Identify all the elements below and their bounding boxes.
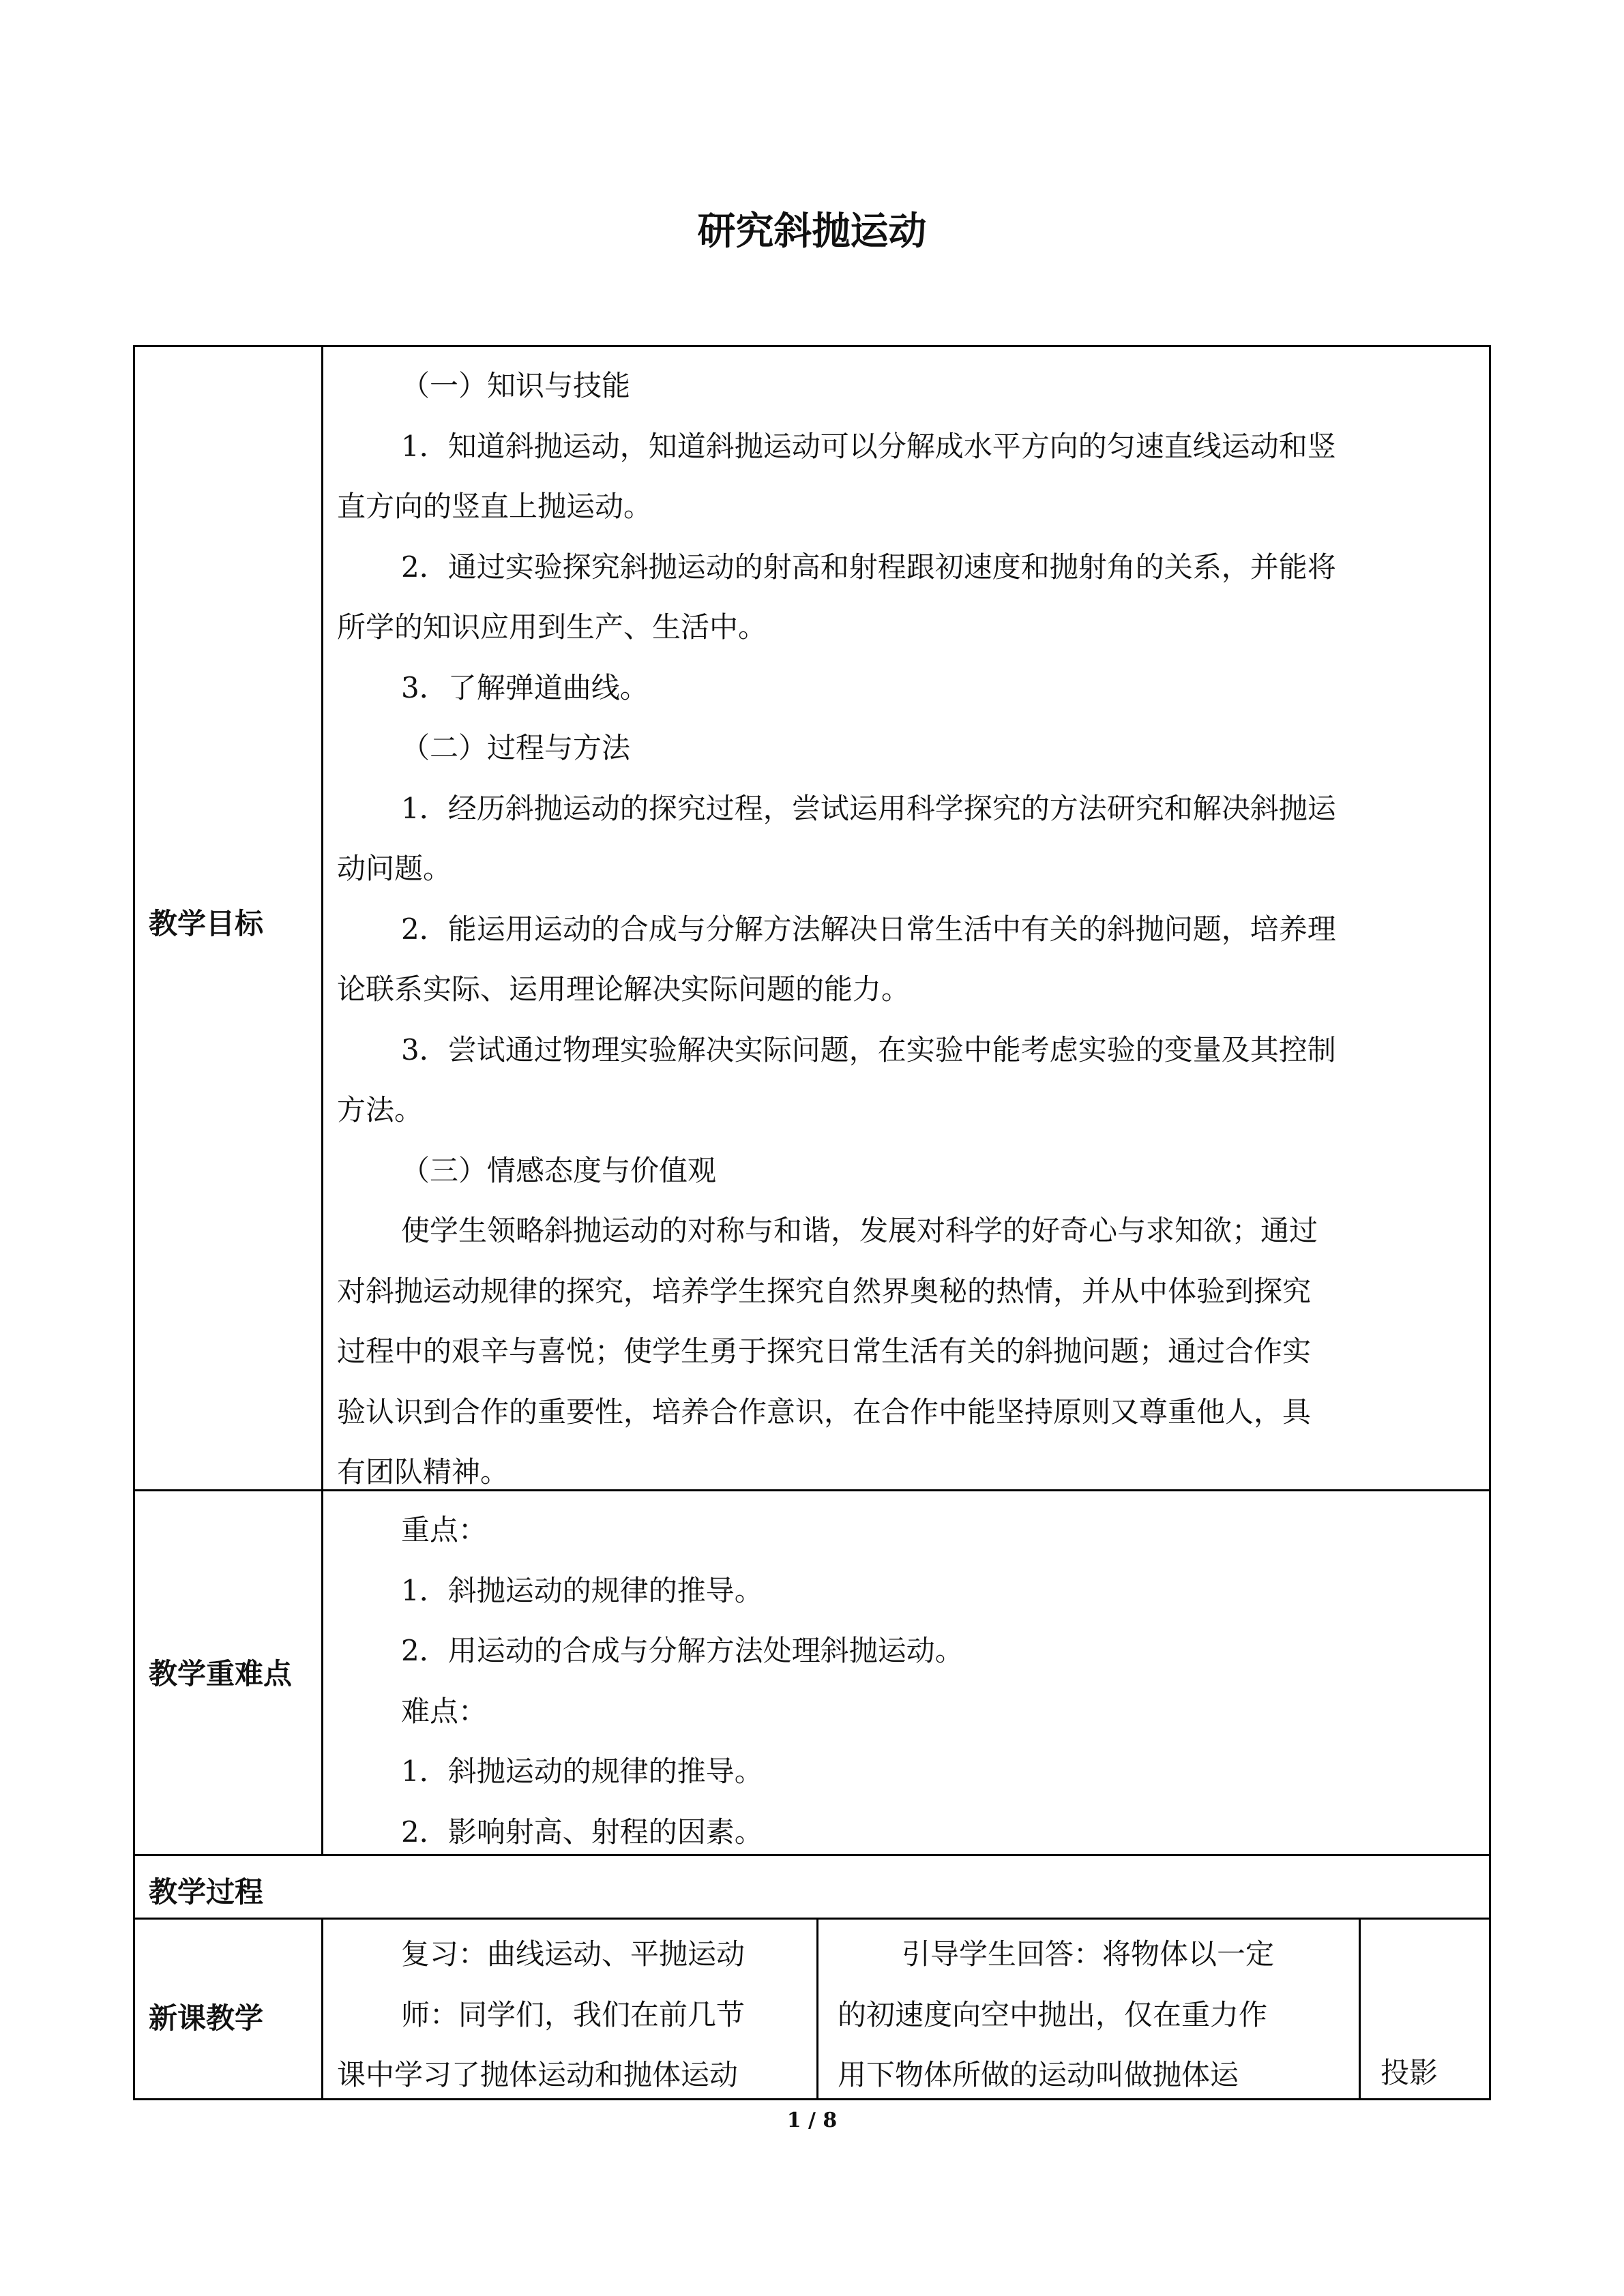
key-points-line: 1．斜抛运动的规律的推导。 (401, 1573, 763, 1607)
objectives-line: 对斜抛运动规律的探究，培养学生探究自然界奥秘的热情，并从中体验到探究 (337, 1274, 1312, 1308)
process-label: 教学过程 (149, 1875, 264, 1909)
student-line: 的初速度向空中抛出，仅在重力作 (838, 1997, 1268, 2031)
objectives-label: 教学目标 (149, 907, 264, 940)
table-col-divider (816, 1918, 818, 2100)
key-points-label: 教学重难点 (149, 1657, 293, 1690)
page-number: 1 / 8 (786, 2108, 838, 2132)
key-points-line: 2．用运动的合成与分解方法处理斜抛运动。 (401, 1634, 964, 1667)
key-points-line: 重点： (401, 1513, 488, 1547)
teacher-activity (337, 1924, 745, 2106)
student-line: 用下物体所做的运动叫做抛体运 (838, 2058, 1239, 2091)
table-col-divider (1359, 1918, 1361, 2100)
objectives-line: （三）情感态度与价值观 (401, 1153, 717, 1187)
key-points-line: 难点： (401, 1694, 488, 1728)
table-col-divider (321, 345, 323, 1856)
objectives-line: 使学生领略斜抛运动的对称与和谐，发展对科学的好奇心与求知欲；通过 (401, 1214, 1318, 1247)
key-points-line: 1．斜抛运动的规律的推导。 (401, 1755, 763, 1788)
key-points-line: 2．影响射高、射程的因素。 (401, 1815, 763, 1849)
objectives-line: 1．经历斜抛运动的探究过程，尝试运用科学探究的方法研究和解决斜抛运 (401, 791, 1336, 825)
table-border-left (133, 345, 135, 2100)
media-note: 投影 (1381, 2056, 1438, 2089)
objectives-line: 有团队精神。 (337, 1455, 510, 1489)
objectives-line: 1．知道斜抛运动，知道斜抛运动可以分解成水平方向的匀速直线运动和竖 (401, 429, 1336, 463)
teacher-line: 复习：曲线运动、平抛运动 (401, 1937, 745, 1971)
objectives-line: 直方向的竖直上抛运动。 (337, 490, 653, 523)
objectives-line: 方法。 (337, 1093, 424, 1127)
objectives-line: （一）知识与技能 (401, 369, 631, 402)
objectives-line: 动问题。 (337, 852, 452, 885)
page-title: 研究斜抛运动 (697, 209, 927, 254)
table-border-top (133, 345, 1491, 347)
new-lesson-label: 新课教学 (149, 2001, 264, 2035)
objectives-line: 3．尝试通过物理实验解决实际问题，在实验中能考虑实验的变量及其控制 (401, 1032, 1336, 1067)
teacher-line: 课中学习了抛体运动和抛体运动 (337, 2058, 739, 2091)
student-activity (838, 1924, 1274, 2106)
student-line: 引导学生回答：将物体以一定 (902, 1937, 1275, 1971)
objectives-line: （二）过程与方法 (401, 731, 631, 764)
table-border-right (1489, 345, 1491, 2100)
table-col-divider (321, 1918, 323, 2100)
key-points-content (337, 1500, 964, 1862)
objectives-content (337, 356, 1336, 1503)
objectives-line: 过程中的艰辛与喜悦；使学生勇于探究日常生活有关的斜抛问题；通过合作实 (337, 1335, 1312, 1368)
objectives-line: 2．通过实验探究斜抛运动的射高和射程跟初速度和抛射角的关系，并能将 (401, 550, 1336, 584)
table-row-divider (133, 1918, 1491, 1920)
objectives-line: 论联系实际、运用理论解决实际问题的能力。 (337, 972, 911, 1006)
objectives-line: 3．了解弹道曲线。 (401, 670, 649, 704)
objectives-line: 所学的知识应用到生产、生活中。 (337, 610, 767, 644)
objectives-line: 验认识到合作的重要性，培养合作意识，在合作中能坚持原则又尊重他人，具 (337, 1395, 1312, 1429)
objectives-line: 2．能运用运动的合成与分解方法解决日常生活中有关的斜抛问题，培养理 (401, 912, 1336, 946)
teacher-line: 师：同学们，我们在前几节 (401, 1997, 745, 2031)
